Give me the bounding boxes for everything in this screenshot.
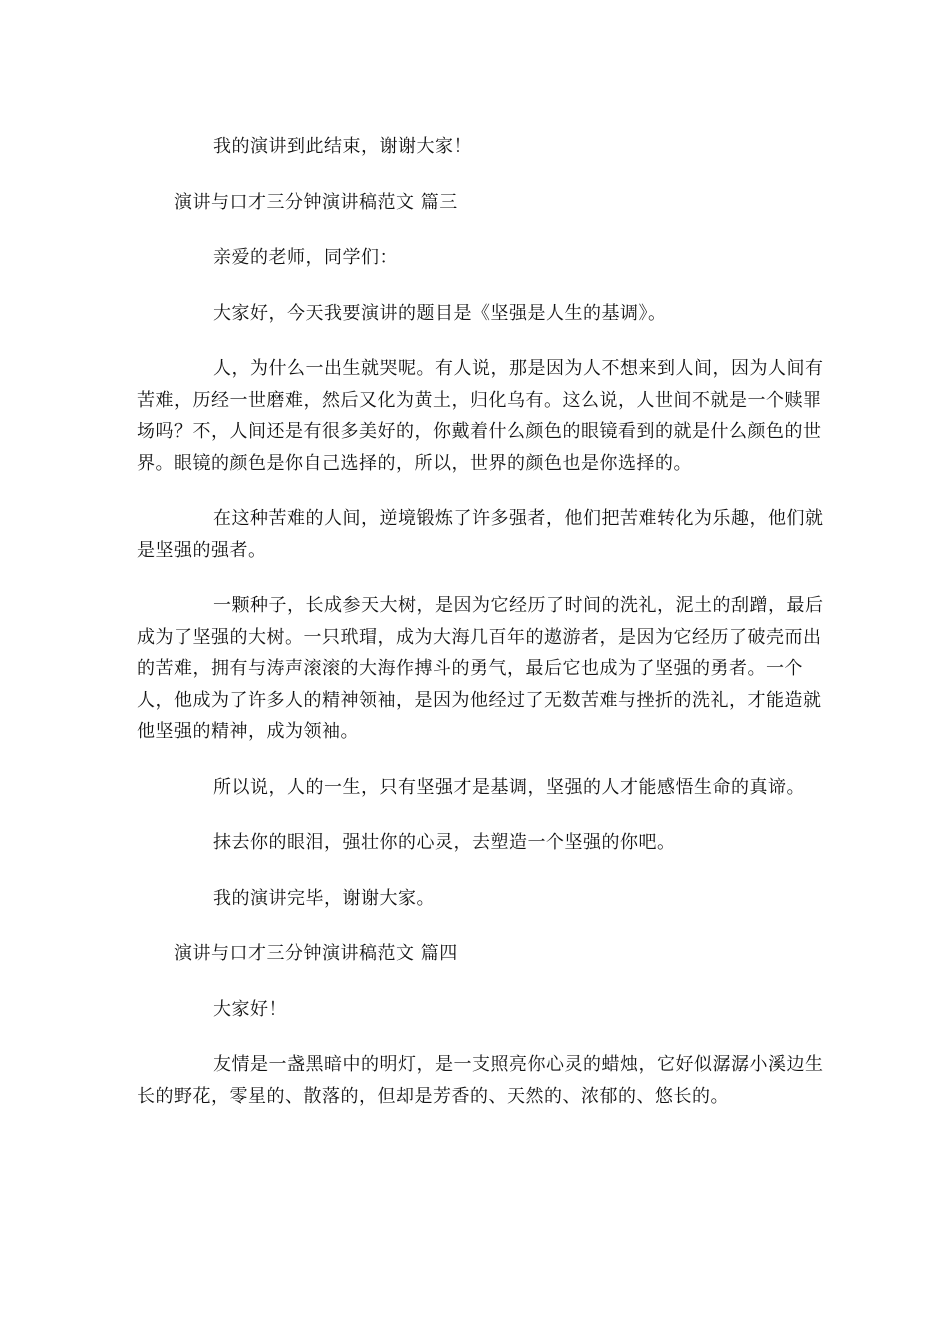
paragraph-greeting: 大家好！ [213,998,287,1020]
paragraph-body-5: 抹去你的眼泪，强壮你的心灵，去塑造一个坚强的你吧。 [213,832,676,853]
paragraph-closing-1: 我的演讲到此结束，谢谢大家！ [213,136,472,157]
paragraph-closing-2: 我的演讲完毕，谢谢大家。 [213,887,435,909]
paragraph-body-3: 一颗种子，长成参天大树，是因为它经历了时间的洗礼，泥土的刮蹭，最后成为了坚强的大树。一只玳瑁，成为大海几百年的遨游者，是因为它经历了破壳而出的苦难，拥有与涛声滚滚的大海作搏斗的勇气，最后它也成为了坚强的勇者。一个人，他成为了许多人的精神领袖，是因为他经过了无数苦难与挫折的洗礼，才能造就他坚强的精神，成为领袖。 [137,595,824,742]
section-heading-part-4: 演讲与口才三分钟演讲稿范文 篇四 [174,943,458,964]
paragraph-body-4: 所以说，人的一生，只有坚强才是基调，坚强的人才能感悟生命的真谛。 [213,776,805,798]
paragraph-salutation: 亲爱的老师，同学们： [213,247,398,268]
paragraph-topic: 大家好，今天我要演讲的题目是《坚强是人生的基调》。 [213,302,667,324]
document-body [137,131,827,1112]
section-heading-part-3: 演讲与口才三分钟演讲稿范文 篇三 [174,191,458,213]
paragraph-body-2: 在这种苦难的人间，逆境锻炼了许多强者，他们把苦难转化为乐趣，他们就是坚强的强者。 [137,508,824,561]
paragraph-friendship: 友情是一盏黑暗中的明灯，是一支照亮你心灵的蜡烛，它好似潺潺小溪边生长的野花，零星的、散落的，但却是芳香的、天然的、浓郁的、悠长的。 [137,1054,824,1107]
paragraph-body-1: 人，为什么一出生就哭呢。有人说，那是因为人不想来到人间，因为人间有苦难，历经一世磨难，然后又化为黄土，归化乌有。这么说，人世间不就是一个赎罪场吗？不，人间还是有很多美好的，你戴着什么颜色的眼镜看到的就是什么颜色的世界。眼镜的颜色是你自己选择的，所以，世界的颜色也是你选择的。 [137,358,824,474]
